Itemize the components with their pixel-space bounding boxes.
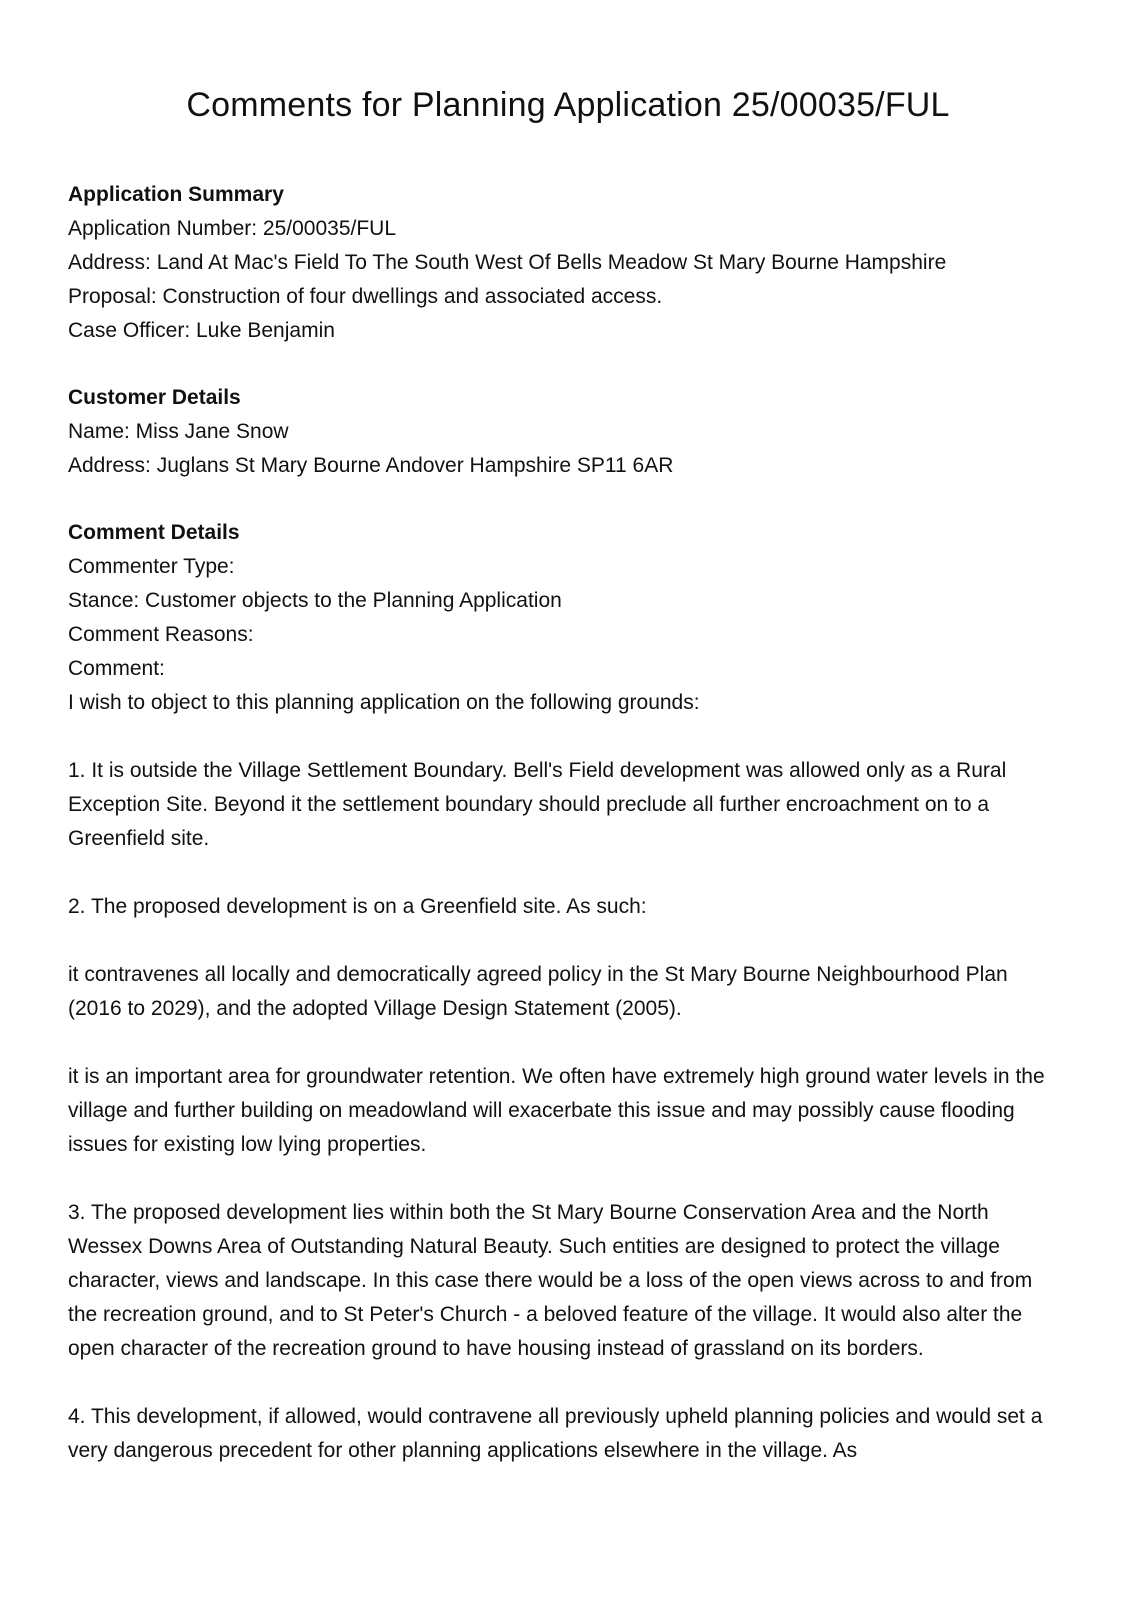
comment-paragraph-6: 4. This development, if allowed, would contravene all previously upheld planning policies and would set a very dangerous precedent for other planning applications elsewhere in the village. As — [68, 1405, 1043, 1462]
customer-address: Address: Juglans St Mary Bourne Andover Hampshire SP11 6AR — [68, 454, 674, 477]
comment-label: Comment: — [68, 657, 165, 680]
stance: Stance: Customer objects to the Planning Application — [68, 589, 562, 612]
application-proposal: Proposal: Construction of four dwellings and associated access. — [68, 285, 663, 308]
comment-paragraph-4: it is an important area for groundwater retention. We often have extremely high ground water levels in the village and further building on meadowland will exacerbate this issue and may possibly cause flooding issues for existing low lying properties. — [68, 1065, 1045, 1156]
comment-reasons: Comment Reasons: — [68, 623, 254, 646]
document-page — [68, 84, 1068, 1502]
customer-details-heading: Customer Details — [68, 386, 241, 409]
comment-paragraph-1: 1. It is outside the Village Settlement Boundary. Bell's Field development was allowed only as a Rural Exception Site. Beyond it the settlement boundary should preclude all further encroachment on to a Greenfield site. — [68, 759, 1007, 850]
comment-details-section — [68, 516, 1068, 1468]
application-number: Application Number: 25/00035/FUL — [68, 217, 397, 240]
comment-intro: I wish to object to this planning application on the following grounds: — [68, 691, 700, 714]
case-officer: Case Officer: Luke Benjamin — [68, 319, 335, 342]
commenter-type: Commenter Type: — [68, 555, 235, 578]
comment-details-heading: Comment Details — [68, 521, 240, 544]
comment-paragraph-2: 2. The proposed development is on a Greenfield site. As such: — [68, 895, 647, 918]
page-title: Comments for Planning Application 25/00035/FUL — [186, 86, 950, 124]
comment-paragraph-5: 3. The proposed development lies within both the St Mary Bourne Conservation Area and the North Wessex Downs Area of Outstanding Natural Beauty. Such entities are designed to protect the village character, views and landscape. In this case there would be a loss of the open views across to and from the recreation ground, and to St Peter's Church - a beloved feature of the village. It would also alter the open character of the recreation ground to have housing instead of grassland on its borders. — [68, 1201, 1033, 1360]
customer-name: Name: Miss Jane Snow — [68, 420, 289, 443]
application-summary-heading: Application Summary — [68, 183, 284, 206]
customer-details-section — [68, 381, 1068, 483]
application-address: Address: Land At Mac's Field To The South West Of Bells Meadow St Mary Bourne Hampshire — [68, 251, 947, 274]
application-summary-section — [68, 178, 1068, 348]
comment-paragraph-3: it contravenes all locally and democratically agreed policy in the St Mary Bourne Neighbourhood Plan (2016 to 2029), and the adopted Village Design Statement (2005). — [68, 963, 1008, 1020]
